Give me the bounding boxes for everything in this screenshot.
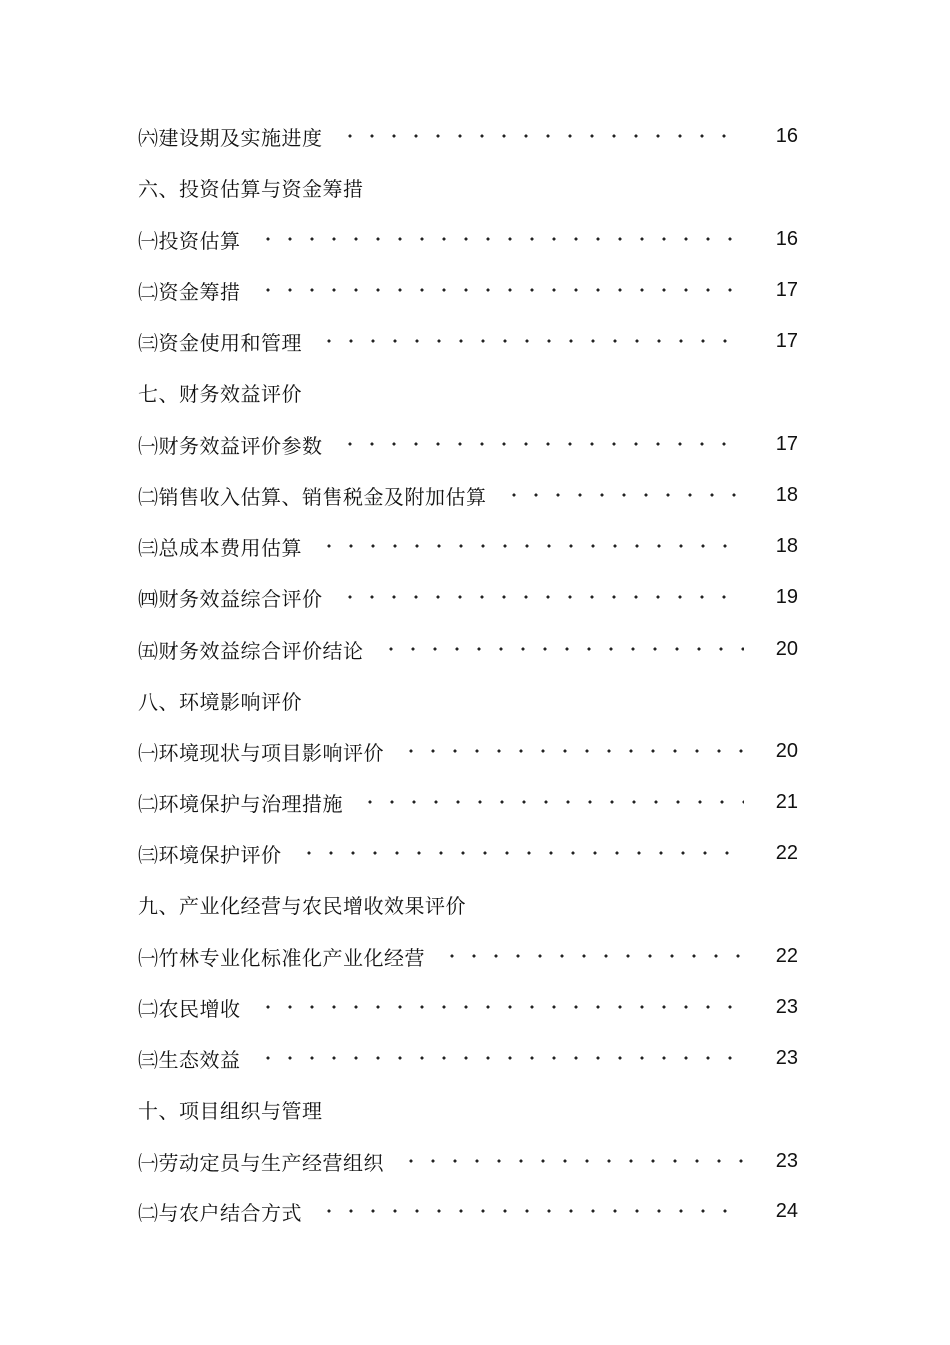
toc-entry[interactable]: [138, 531, 798, 561]
toc-page-number: 16: [775, 124, 798, 147]
toc-entry[interactable]: [138, 480, 798, 510]
toc-entry-title: ㈠投资估算: [138, 228, 241, 253]
toc-entry-title: ㈡农民增收: [138, 996, 241, 1021]
toc-entry-title: ㈣财务效益综合评价: [138, 586, 323, 611]
toc-page-number: 17: [775, 432, 798, 455]
toc-entry[interactable]: [138, 787, 798, 817]
toc-entry[interactable]: [138, 326, 798, 356]
toc-entry-title: ㈢资金使用和管理: [138, 330, 302, 355]
toc-entry[interactable]: [138, 1196, 798, 1226]
toc-page-number: 24: [775, 1199, 798, 1222]
toc-section-heading[interactable]: [138, 377, 798, 407]
dot-leader: [400, 741, 744, 761]
toc-entry-title: ㈠环境现状与项目影响评价: [138, 740, 384, 765]
dot-leader: [441, 946, 744, 966]
toc-entry[interactable]: [138, 121, 798, 151]
dot-leader: [318, 536, 744, 556]
toc-heading-title: 十、项目组织与管理: [138, 1098, 323, 1123]
toc-entry-title: ㈥建设期及实施进度: [138, 125, 323, 150]
toc-entry-title: ㈡资金筹措: [138, 279, 241, 304]
dot-leader: [257, 280, 745, 300]
toc-entry-title: ㈡销售收入估算、销售税金及附加估算: [138, 484, 487, 509]
toc-heading-title: 七、财务效益评价: [138, 381, 302, 406]
toc-page-number: 23: [775, 1149, 798, 1172]
dot-leader: [257, 1048, 745, 1068]
toc-page-number: 20: [775, 637, 798, 660]
toc-entry-title: ㈠竹林专业化标准化产业化经营: [138, 945, 425, 970]
toc-entry-title: ㈠劳动定员与生产经营组织: [138, 1150, 384, 1175]
dot-leader: [400, 1151, 744, 1171]
dot-leader: [380, 639, 745, 659]
toc-page-number: 22: [775, 841, 798, 864]
toc-entry[interactable]: [138, 634, 798, 664]
toc-page-number: 19: [775, 585, 798, 608]
toc-page-number: 18: [775, 483, 798, 506]
dot-leader: [257, 997, 745, 1017]
toc-page-number: 20: [775, 739, 798, 762]
dot-leader: [257, 229, 745, 249]
toc-page-number: 22: [775, 944, 798, 967]
toc-entry-title: ㈢生态效益: [138, 1047, 241, 1072]
toc-entry[interactable]: [138, 992, 798, 1022]
toc-page-number: 17: [775, 278, 798, 301]
dot-leader: [318, 331, 744, 351]
toc-section-heading[interactable]: [138, 172, 798, 202]
dot-leader: [339, 587, 745, 607]
toc-entry-title: ㈡环境保护与治理措施: [138, 791, 343, 816]
toc-page-number: 16: [775, 227, 798, 250]
toc-heading-title: 八、环境影响评价: [138, 689, 302, 714]
toc-page-number: 18: [775, 534, 798, 557]
toc-section-heading[interactable]: [138, 889, 798, 919]
toc-entry-title: ㈢环境保护评价: [138, 842, 282, 867]
toc-entry-title: ㈡与农户结合方式: [138, 1200, 302, 1225]
toc-entry[interactable]: [138, 582, 798, 612]
toc-section-heading[interactable]: [138, 685, 798, 715]
toc-entry[interactable]: [138, 429, 798, 459]
toc-entry[interactable]: [138, 941, 798, 971]
dot-leader: [339, 434, 745, 454]
toc-entry[interactable]: [138, 838, 798, 868]
toc-entry[interactable]: [138, 224, 798, 254]
toc-entry-title: ㈢总成本费用估算: [138, 535, 302, 560]
dot-leader: [359, 792, 744, 812]
toc-entry[interactable]: [138, 1043, 798, 1073]
toc-heading-title: 六、投资估算与资金筹措: [138, 176, 364, 201]
toc-entry-title: ㈤财务效益综合评价结论: [138, 638, 364, 663]
toc-page-number: 23: [775, 995, 798, 1018]
dot-leader: [318, 1201, 744, 1221]
toc-entry[interactable]: [138, 736, 798, 766]
toc-entry-title: ㈠财务效益评价参数: [138, 433, 323, 458]
dot-leader: [298, 843, 745, 863]
toc-entry[interactable]: [138, 1146, 798, 1176]
toc-heading-title: 九、产业化经营与农民增收效果评价: [138, 893, 466, 918]
dot-leader: [503, 485, 745, 505]
toc-page-number: 21: [775, 790, 798, 813]
toc-section-heading[interactable]: [138, 1094, 798, 1124]
dot-leader: [339, 126, 745, 146]
toc-page-number: 23: [775, 1046, 798, 1069]
toc-page-number: 17: [775, 329, 798, 352]
toc-entry[interactable]: [138, 275, 798, 305]
